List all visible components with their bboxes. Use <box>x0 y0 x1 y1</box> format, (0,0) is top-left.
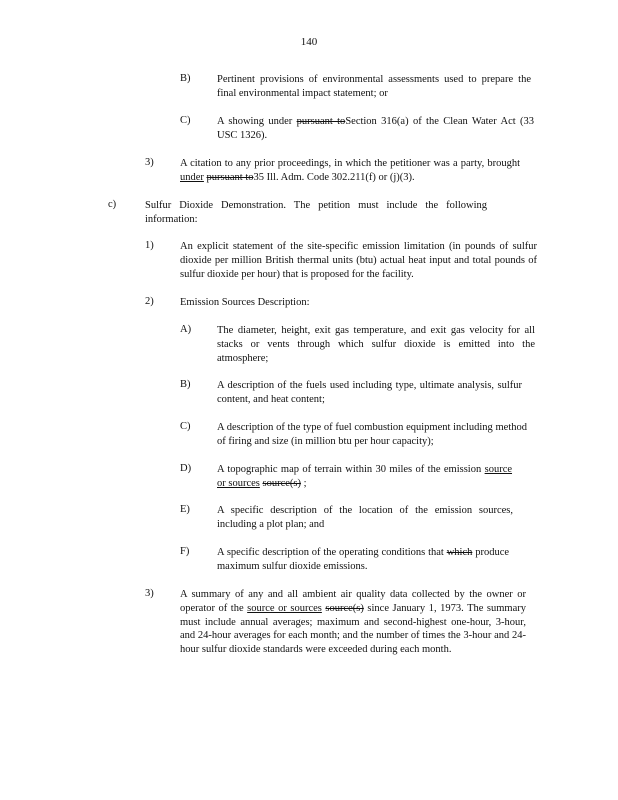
c2c-label: C) <box>180 421 191 432</box>
struck-text: source(s) <box>262 477 301 489</box>
section-c-label: c) <box>108 199 117 210</box>
c2-text: Emission Sources Description: <box>180 297 310 308</box>
c1-label: 1) <box>145 240 154 251</box>
c2b-label: B) <box>180 379 191 390</box>
c2f-text: A specific description of the operating conditions that which produce maximum sulfur dioxide emissions. <box>217 547 510 572</box>
c1-text: An explicit statement of the site-specific emission limitation (in pounds of sulfur dioxide per million British thermal units (btu) actual heat input and total pounds of sulfur dioxide per hour) that is proposed for the facility. <box>180 241 537 280</box>
struck-text: pursuant to <box>206 171 254 183</box>
inserted-text: under <box>180 171 204 183</box>
c2e-label: E) <box>180 504 190 515</box>
c3-text: A summary of any and all ambient air quality data collected by the owner or operator of the source or sources source(s) since January 1, 1973. The summary must include annual averages; maximum and second-highest one-hour, 3-hour, and 24-hour averages for each month; and the number of times the 3-hour and 24-hour sulfur dioxide standards were exceeded during each month. <box>180 589 526 656</box>
inserted-text: source or sources <box>247 602 322 614</box>
item-3-label: 3) <box>145 157 154 168</box>
struck-text: pursuant to <box>296 116 346 127</box>
struck-text: source(s) <box>325 602 364 614</box>
item-c-label: C) <box>180 115 191 126</box>
c2a-label: A) <box>180 324 192 335</box>
c2a-text: The diameter, height, exit gas temperature, and exit gas velocity for all stacks or vents through which sulfur dioxide is emitted into the atmosphere; <box>217 325 535 364</box>
item-b-text: Pertinent provisions of environmental assessments used to prepare the final environmental impact statement; or <box>217 74 531 99</box>
c2c-text: A description of the type of fuel combustion equipment including method of firing and size (in million btu per hour capacity); <box>217 422 527 447</box>
inserted-text: source or sources <box>217 464 513 489</box>
struck-text: which <box>446 547 473 558</box>
c2-label: 2) <box>145 296 154 307</box>
page-number: 140 <box>300 36 318 48</box>
item-3-text: A citation to any prior proceedings, in which the petitioner was a party, brought under pursuant to35 Ill. Adm. Code 302.211(f) or (j)(3). <box>180 158 520 183</box>
c2b-text: A description of the fuels used including type, ultimate analysis, sulfur content, and heat content; <box>217 380 522 405</box>
c3-label: 3) <box>145 588 154 599</box>
c2f-label: F) <box>180 546 190 557</box>
item-c-text: A showing under pursuant toSection 316(a) of the Clean Water Act (33 USC 1326). <box>217 116 535 141</box>
c2d-label: D) <box>180 463 192 474</box>
c2e-text: A specific description of the location of the emission sources, including a plot plan; and <box>217 505 513 530</box>
c2d-text: A topographic map of terrain within 30 miles of the emission source or sources source(s) ; <box>217 464 513 489</box>
section-c-heading: Sulfur Dioxide Demonstration. The petition must include the following information: <box>145 200 487 225</box>
item-b-label: B) <box>180 73 191 84</box>
